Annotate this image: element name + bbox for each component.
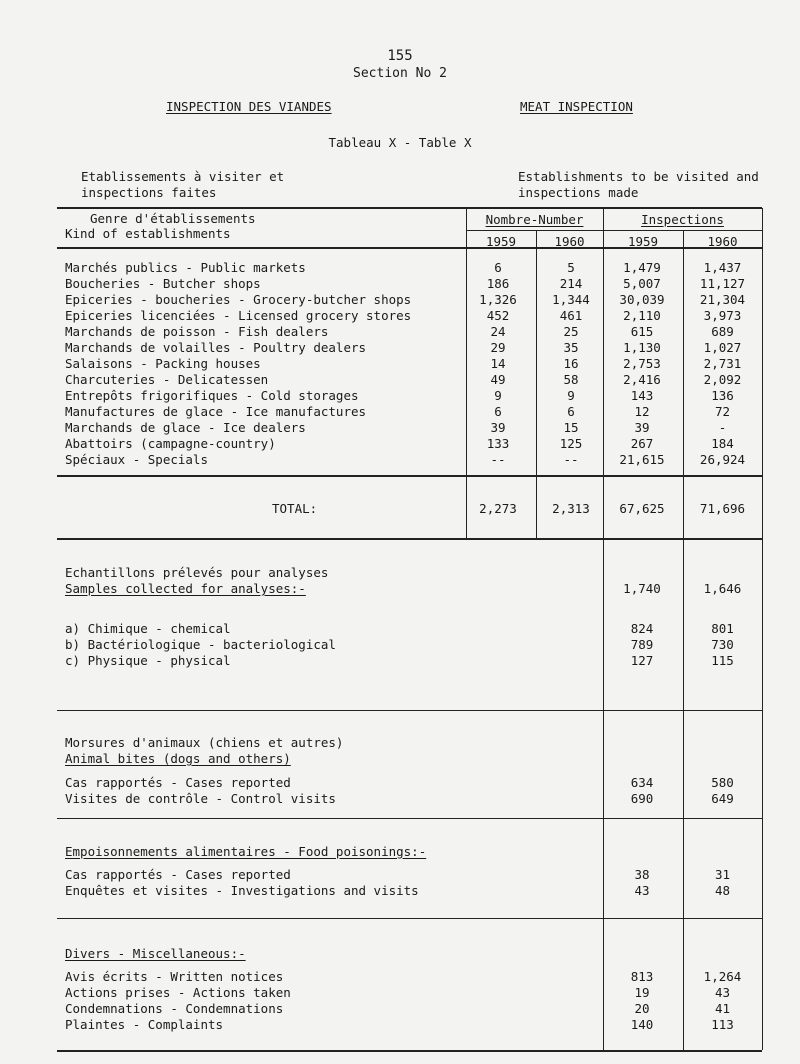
inspections-1960: 11,127 <box>699 276 746 291</box>
number-1960: 25 <box>563 324 579 339</box>
value-1960: 31 <box>714 867 731 882</box>
number-1959: 24 <box>490 324 506 339</box>
row-label: Manufactures de glace - Ice manufactures <box>65 404 367 419</box>
value-1959: 140 <box>630 1017 654 1032</box>
header-year-number-1959: 1959 <box>485 234 517 249</box>
total-bottom-rule <box>57 538 762 540</box>
number-1960: 125 <box>559 436 583 451</box>
value-1960: 115 <box>711 653 734 668</box>
samples-total-1959: 1,740 <box>623 581 661 596</box>
value-1960: 113 <box>711 1017 734 1032</box>
total-number-1960: 2,313 <box>552 501 590 516</box>
subtitle-english-line2: inspections made <box>518 185 639 200</box>
table-row <box>0 775 800 789</box>
inspections-1960: 3,973 <box>703 308 742 323</box>
subtitle-french-line1: Etablissements à visiter et <box>81 169 285 184</box>
header-kind-english: Kind of establishments <box>65 226 231 241</box>
table-title: Tableau X - Table X <box>328 135 472 150</box>
value-1960: 43 <box>714 985 731 1000</box>
page-number: 155 <box>387 48 413 64</box>
table-row <box>0 308 800 322</box>
table-row <box>0 260 800 274</box>
inspections-1960: 2,092 <box>703 372 742 387</box>
number-1960: -- <box>563 452 579 467</box>
number-1960: 58 <box>563 372 579 387</box>
inspections-1959: 143 <box>630 388 654 403</box>
header-year-number-1960: 1960 <box>554 234 585 249</box>
total-inspections-1960: 71,696 <box>699 501 746 516</box>
table-bottom-rule <box>57 1050 762 1052</box>
row-label: Plaintes - Complaints <box>65 1017 224 1032</box>
header-kind-french: Genre d'établissements <box>90 211 256 226</box>
inspections-1960: 72 <box>714 404 731 419</box>
value-1960: 801 <box>711 621 734 636</box>
table-row <box>0 1017 800 1031</box>
header-year-inspections-1960: 1960 <box>707 234 738 249</box>
value-1959: 43 <box>634 883 650 898</box>
number-1959: 14 <box>490 356 506 371</box>
section-label: Section No 2 <box>353 66 447 81</box>
value-1959: 824 <box>630 621 654 636</box>
total-top-rule <box>57 475 762 477</box>
inspections-1960: 689 <box>711 324 734 339</box>
header-year-inspections-1959: 1959 <box>627 234 659 249</box>
year-divider-rule <box>466 230 762 231</box>
number-1959: 39 <box>490 420 506 435</box>
table-row <box>0 791 800 805</box>
inspections-1959: 267 <box>630 436 654 451</box>
table-row <box>0 436 800 450</box>
header-inspections: Inspections <box>641 212 724 227</box>
number-1959: 6 <box>494 404 502 419</box>
row-label: Marchands de poisson - Fish dealers <box>65 324 329 339</box>
number-1960: 1,344 <box>552 292 590 307</box>
table-row <box>0 1001 800 1015</box>
table-row <box>0 420 800 434</box>
row-label: Entrepôts frigorifiques - Cold storages <box>65 388 359 403</box>
value-1959: 813 <box>630 969 654 984</box>
row-label: Actions prises - Actions taken <box>65 985 291 1000</box>
bites-title-english: Animal bites (dogs and others) <box>65 751 291 766</box>
number-1960: 461 <box>559 308 583 323</box>
inspections-1960: 1,437 <box>703 260 742 275</box>
number-1959: -- <box>490 452 506 467</box>
value-1960: 649 <box>711 791 734 806</box>
row-label: Enquêtes et visites - Investigations and visits <box>65 883 419 898</box>
table-row <box>0 276 800 290</box>
bites-bottom-rule <box>57 818 762 819</box>
value-1960: 580 <box>711 775 734 790</box>
table-row <box>0 340 800 354</box>
table-top-rule <box>57 207 762 209</box>
samples-bottom-rule <box>57 710 762 711</box>
inspections-1959: 1,479 <box>623 260 661 275</box>
row-label: Visites de contrôle - Control visits <box>65 791 336 806</box>
row-label: Charcuteries - Delicatessen <box>65 372 269 387</box>
value-1959: 127 <box>630 653 654 668</box>
value-1959: 789 <box>630 637 654 652</box>
row-label: Cas rapportés - Cases reported <box>65 867 291 882</box>
row-label: a) Chimique - chemical <box>65 621 231 636</box>
value-1960: 1,264 <box>703 969 742 984</box>
inspections-1959: 2,110 <box>623 308 661 323</box>
inspections-1960: 184 <box>711 436 734 451</box>
row-label: Marchands de glace - Ice dealers <box>65 420 306 435</box>
number-1959: 29 <box>490 340 506 355</box>
row-label: Spéciaux - Specials <box>65 452 208 467</box>
heading-french: INSPECTION DES VIANDES <box>166 99 332 114</box>
table-row <box>0 653 800 667</box>
subtitle-french-line2: inspections faites <box>81 185 217 200</box>
header-number: Nombre-Number <box>485 212 584 227</box>
value-1959: 634 <box>630 775 654 790</box>
row-label: c) Physique - physical <box>65 653 231 668</box>
total-number-1959: 2,273 <box>479 501 517 516</box>
table-row <box>0 388 800 402</box>
row-label: Abattoirs (campagne-country) <box>65 436 276 451</box>
inspections-1960: 2,731 <box>703 356 742 371</box>
inspections-1960: 21,304 <box>699 292 746 307</box>
row-label: Cas rapportés - Cases reported <box>65 775 291 790</box>
bites-title-french: Morsures d'animaux (chiens et autres) <box>65 735 344 750</box>
number-1960: 35 <box>563 340 579 355</box>
total-label: TOTAL: <box>272 501 318 516</box>
number-1959: 133 <box>486 436 510 451</box>
inspections-1959: 30,039 <box>619 292 665 307</box>
heading-english: MEAT INSPECTION <box>520 99 633 114</box>
inspections-1959: 1,130 <box>623 340 661 355</box>
inspections-1959: 5,007 <box>623 276 661 291</box>
inspections-1959: 2,416 <box>623 372 661 387</box>
table-row <box>0 404 800 418</box>
table-row <box>0 356 800 370</box>
table-row <box>0 452 800 466</box>
table-row <box>0 985 800 999</box>
subtitle-english-line1: Establishments to be visited and <box>518 169 759 184</box>
value-1959: 19 <box>634 985 650 1000</box>
inspections-1960: 26,924 <box>699 452 746 467</box>
value-1959: 20 <box>634 1001 650 1016</box>
total-inspections-1959: 67,625 <box>619 501 665 516</box>
number-1959: 186 <box>486 276 510 291</box>
number-1960: 16 <box>563 356 579 371</box>
row-label: Salaisons - Packing houses <box>65 356 261 371</box>
row-label: Condemnations - Condemnations <box>65 1001 284 1016</box>
table-row <box>0 867 800 881</box>
value-1959: 38 <box>634 867 650 882</box>
row-label: Marchés publics - Public markets <box>65 260 306 275</box>
table-row <box>0 883 800 897</box>
table-row <box>0 637 800 651</box>
inspections-1960: 136 <box>711 388 734 403</box>
row-label: Boucheries - Butcher shops <box>65 276 261 291</box>
number-1959: 9 <box>494 388 502 403</box>
row-label: Marchands de volailles - Poultry dealers <box>65 340 367 355</box>
number-1960: 5 <box>567 260 575 275</box>
table-row <box>0 969 800 983</box>
inspections-1959: 12 <box>634 404 650 419</box>
number-1959: 1,326 <box>479 292 517 307</box>
poisoning-bottom-rule <box>57 918 762 919</box>
total-row <box>0 501 800 515</box>
row-label: Epiceries - boucheries - Grocery-butcher shops <box>65 292 412 307</box>
samples-title-french: Echantillons prélevés pour analyses <box>65 565 329 580</box>
table-row <box>0 324 800 338</box>
inspections-1959: 615 <box>630 324 654 339</box>
inspections-1960: - <box>718 420 727 435</box>
number-1959: 49 <box>490 372 506 387</box>
number-1959: 6 <box>494 260 502 275</box>
value-1959: 690 <box>630 791 654 806</box>
misc-title: Divers - Miscellaneous:- <box>65 946 246 961</box>
inspections-1959: 2,753 <box>623 356 661 371</box>
row-label: Avis écrits - Written notices <box>65 969 284 984</box>
value-1960: 730 <box>711 637 734 652</box>
number-1960: 9 <box>567 388 575 403</box>
inspections-1960: 1,027 <box>703 340 742 355</box>
number-1960: 15 <box>563 420 579 435</box>
samples-title-english: Samples collected for analyses:- <box>65 581 306 596</box>
number-1959: 452 <box>486 308 510 323</box>
number-1960: 214 <box>559 276 583 291</box>
value-1960: 41 <box>714 1001 731 1016</box>
samples-total-1960: 1,646 <box>703 581 742 596</box>
inspections-1959: 39 <box>634 420 650 435</box>
table-row <box>0 621 800 635</box>
number-1960: 6 <box>567 404 575 419</box>
poisoning-title: Empoisonnements alimentaires - Food poisonings:- <box>65 844 427 859</box>
row-label: Epiceries licenciées - Licensed grocery stores <box>65 308 412 323</box>
row-label: b) Bactériologique - bacteriological <box>65 637 336 652</box>
table-row <box>0 292 800 306</box>
table-row <box>0 372 800 386</box>
value-1960: 48 <box>714 883 731 898</box>
inspections-1959: 21,615 <box>619 452 665 467</box>
